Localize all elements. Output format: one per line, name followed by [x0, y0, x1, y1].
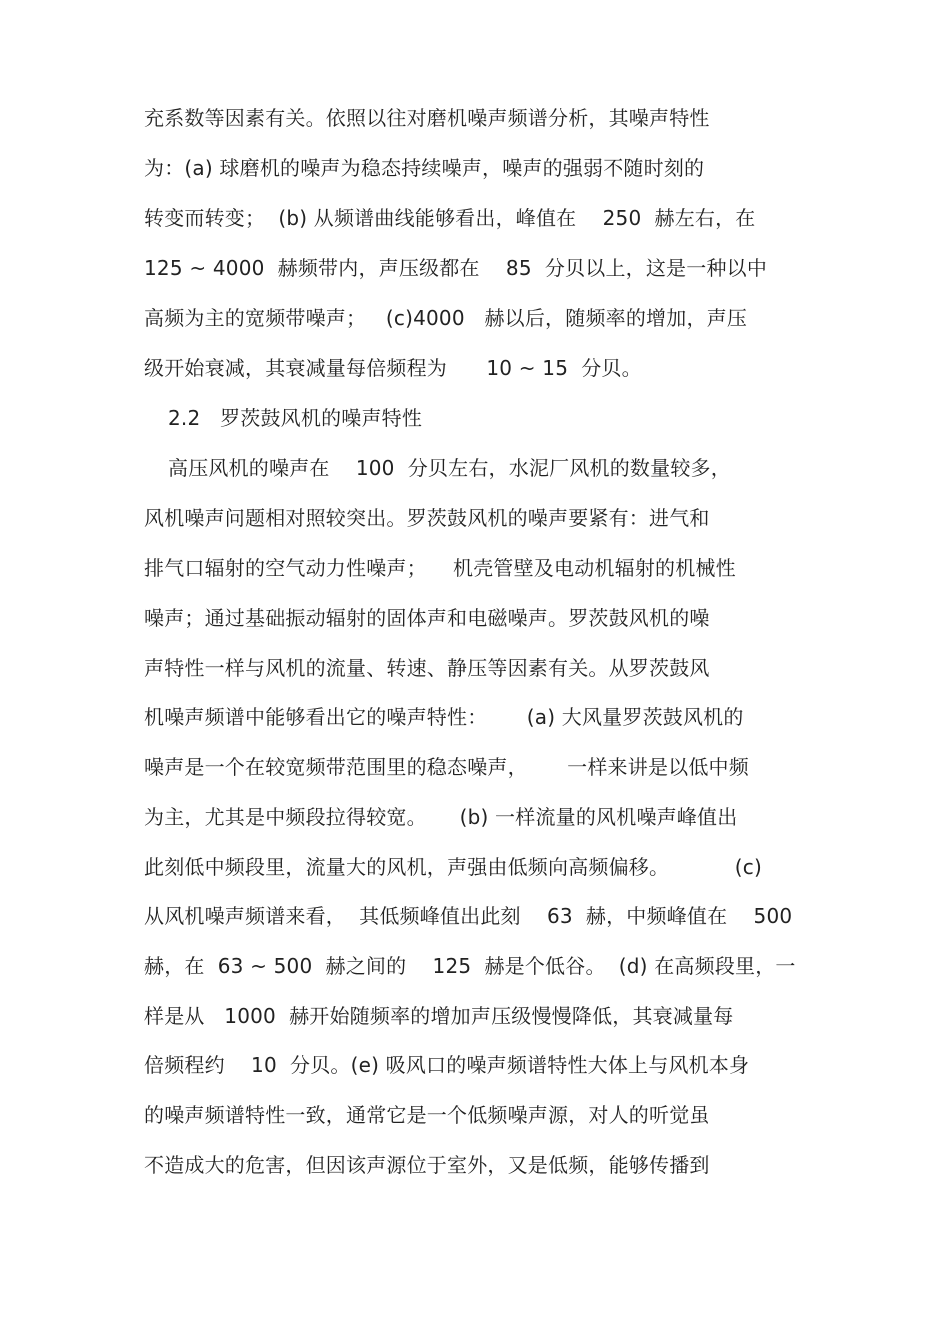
body-text-line: 为：(a) 球磨机的噪声为稳态持续噪声，噪声的强弱不随时刻的 — [144, 156, 705, 180]
body-text-line: 不造成大的危害，但因该声源位于室外，又是低频，能够传播到 — [144, 1153, 710, 1177]
body-text-line: 的噪声频谱特性一致，通常它是一个低频噪声源，对人的听觉虽 — [144, 1103, 710, 1127]
body-text-line: 级开始衰减，其衰减量每倍频程为 10 ~ 15 分贝。 — [144, 356, 642, 380]
body-text-line: 充系数等因素有关。依照以往对磨机噪声频谱分析，其噪声特性 — [144, 106, 710, 130]
body-text-line: 转变而转变； (b) 从频谱曲线能够看出，峰值在 250 赫左右，在 — [144, 206, 756, 230]
body-text-line: 排气口辐射的空气动力性噪声； 机壳管壁及电动机辐射的机械性 — [144, 556, 736, 580]
body-text-line: 从风机噪声频谱来看， 其低频峰值出此刻 63 赫，中频峰值在 500 — [144, 904, 793, 928]
body-text-line: 声特性一样与风机的流量、转速、静压等因素有关。从罗茨鼓风 — [144, 656, 710, 680]
body-text-line: 风机噪声问题相对照较突出。罗茨鼓风机的噪声要紧有：进气和 — [144, 506, 710, 530]
body-text-line: 倍频程约 10 分贝。(e) 吸风口的噪声频谱特性大体上与风机本身 — [144, 1053, 750, 1077]
body-text-line: 125 ~ 4000 赫频带内，声压级都在 85 分贝以上，这是一种以中 — [144, 256, 768, 280]
body-text-line: 高频为主的宽频带噪声； (c)4000 赫以后，随频率的增加，声压 — [144, 306, 748, 330]
body-text-line: 噪声；通过基础振动辐射的固体声和电磁噪声。罗茨鼓风机的噪 — [144, 606, 710, 630]
body-text-line: 为主，尤其是中频段拉得较宽。 (b) 一样流量的风机噪声峰值出 — [144, 805, 738, 829]
body-text-line: 高压风机的噪声在 100 分贝左右，水泥厂风机的数量较多， — [168, 456, 731, 480]
body-text-line: 赫，在 63 ~ 500 赫之间的 125 赫是个低谷。 (d) 在高频段里，一 — [144, 954, 796, 978]
body-text-line: 此刻低中频段里，流量大的风机，声强由低频向高频偏移。 (c) — [144, 855, 762, 879]
body-text-line: 噪声是一个在较宽频带范围里的稳态噪声， 一样来讲是以低中频 — [144, 755, 749, 779]
body-text-line: 样是从 1000 赫开始随频率的增加声压级慢慢降低，其衰减量每 — [144, 1004, 734, 1028]
body-text-line: 机噪声频谱中能够看出它的噪声特性： (a) 大风量罗茨鼓风机的 — [144, 705, 744, 729]
section-heading: 2.2 罗茨鼓风机的噪声特性 — [168, 406, 423, 430]
